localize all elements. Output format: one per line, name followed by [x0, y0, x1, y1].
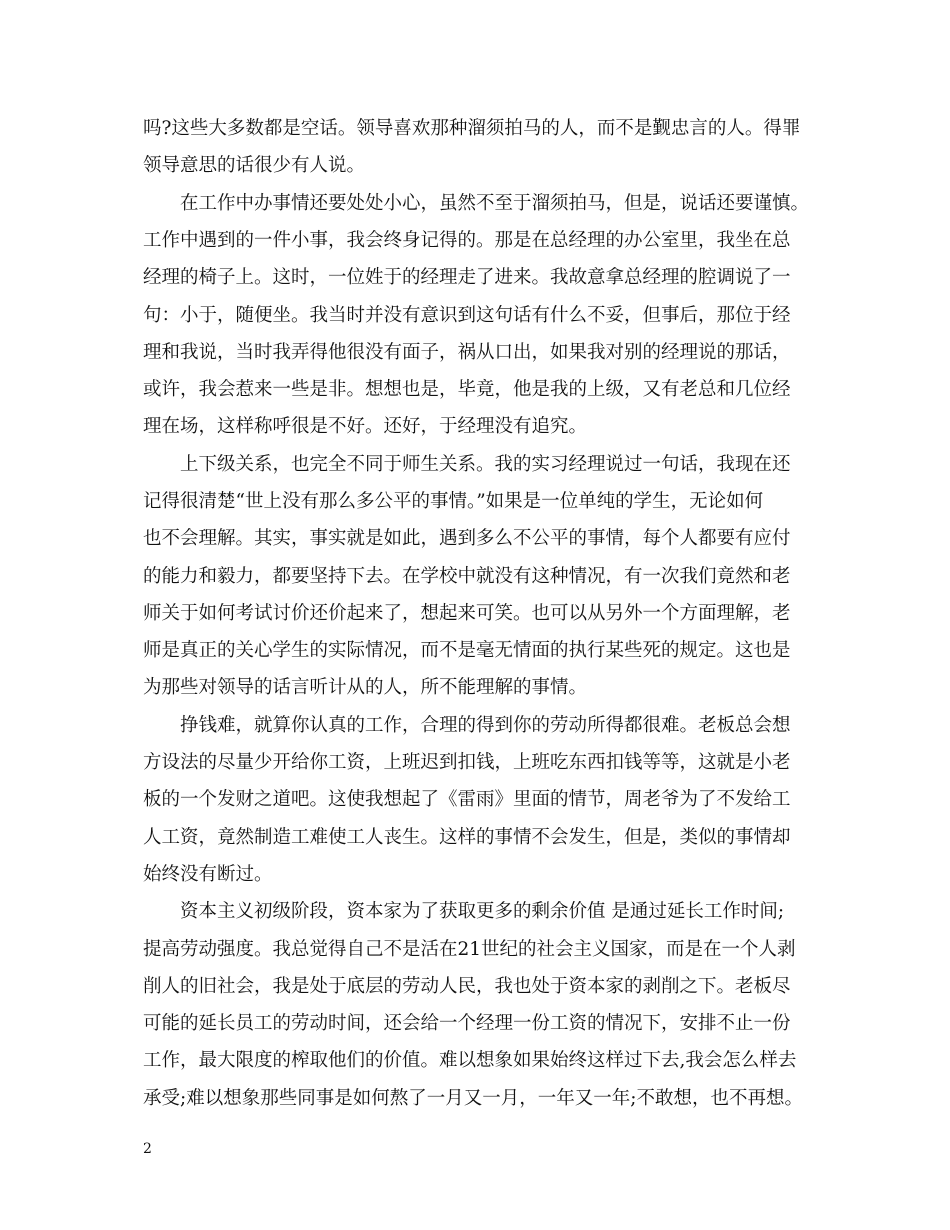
paragraph-start-line: 在工作中办事情还要处处小心，虽然不至于溜须拍马，但是，说话还要谨慎。 — [180, 193, 810, 214]
text-line: 板的一个发财之道吧。这使我想起了《雷雨》里面的情节，周老爷为了不发给工 — [143, 789, 791, 810]
text-line: 承受;难以想象那些同事是如何熬了一月又一月，一年又一年;不敢想，也不再想。 — [143, 1088, 803, 1109]
text-line: 工作，最大限度的榨取他们的价值。难以想象如果始终这样过下去,我会怎么样去 — [143, 1050, 797, 1071]
paragraph-start-line: 资本主义初级阶段，资本家为了获取更多的剩余价值 是通过延长工作时间; — [180, 901, 785, 922]
text-line: 师是真正的关心学生的实际情况，而不是毫无情面的执行某些死的规定。这也是 — [143, 640, 791, 661]
text-line: 领导意思的话很少有人说。 — [143, 155, 366, 176]
text-line: 方设法的尽量少开给你工资，上班迟到扣钱，上班吃东西扣钱等等，这就是小老 — [143, 752, 791, 773]
text-line: 理在场，这样称呼很是不好。还好，于经理没有追究。 — [143, 416, 588, 437]
text-line: 也不会理解。其实，事实就是如此，遇到多么不公平的事情，每个人都要有应付 — [143, 528, 791, 549]
text-line: 削人的旧社会，我是处于底层的劳动人民，我也处于资本家的剥削之下。老板尽 — [143, 976, 791, 997]
text-line: 师关于如何考试讨价还价起来了，想起来可笑。也可以从另外一个方面理解，老 — [143, 603, 791, 624]
text-line: 可能的延长员工的劳动时间，还会给一个经理一份工资的情况下，安排不止一份 — [143, 1013, 791, 1034]
text-line: 吗?这些大多数都是空话。领导喜欢那种溜须拍马的人，而不是觐忠言的人。得罪 — [143, 118, 801, 139]
text-line: 工作中遇到的一件小事，我会终身记得的。那是在总经理的办公室里，我坐在总 — [143, 230, 791, 251]
text-line: 记得很清楚“世上没有那么多公平的事情。”如果是一位单纯的学生，无论如何 — [143, 491, 764, 512]
text-line: 理和我说，当时我弄得他很没有面子，祸从口出，如果我对别的经理说的那话， — [143, 342, 791, 363]
paragraph-start-line: 挣钱难，就算你认真的工作，合理的得到你的劳动所得都很难。老板总会想 — [180, 715, 791, 736]
paragraph-start-line: 上下级关系，也完全不同于师生关系。我的实习经理说过一句话，我现在还 — [180, 454, 791, 475]
text-line: 人工资，竟然制造工难使工人丧生。这样的事情不会发生，但是，类似的事情却 — [143, 827, 791, 848]
text-line: 始终没有断过。 — [143, 864, 273, 885]
text-line: 或许，我会惹来一些是非。想想也是，毕竟，他是我的上级，又有老总和几位经 — [143, 379, 791, 400]
text-line: 经理的椅子上。这时，一位姓于的经理走了进来。我故意拿总经理的腔调说了一 — [143, 267, 791, 288]
text-line: 提高劳动强度。我总觉得自己不是活在21世纪的社会主义国家，而是在一个人剥 — [143, 939, 796, 960]
text-line: 的能力和毅力，都要坚持下去。在学校中就没有这种情况，有一次我们竟然和老 — [143, 566, 791, 587]
page-number: 2 — [143, 1141, 152, 1157]
text-line: 为那些对领导的话言听计从的人，所不能理解的事情。 — [143, 677, 588, 698]
text-line: 句：小于，随便坐。我当时并没有意识到这句话有什么不妥，但事后，那位于经 — [143, 305, 791, 326]
